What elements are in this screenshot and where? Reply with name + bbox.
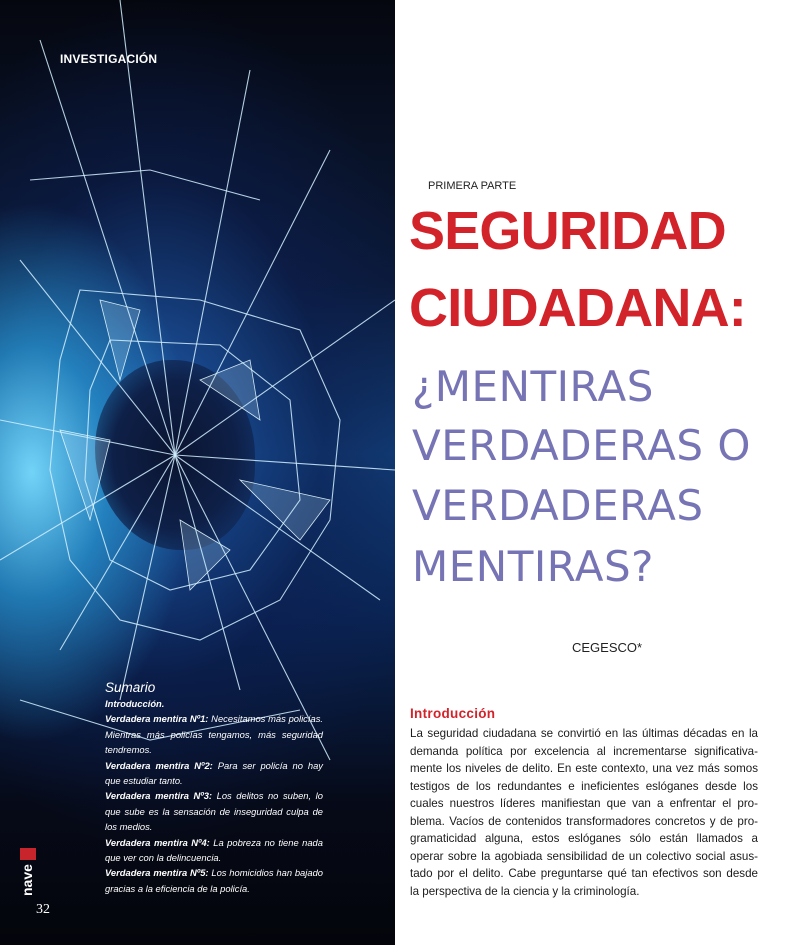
article-subtitle-line: MENTIRAS? [412,542,654,591]
body-line: mente los niveles de delito. En este contexto, una vez más somos [410,762,758,775]
cover-photo-broken-glass [0,0,395,945]
author: CEGESCO* [572,640,643,655]
intro-body [410,725,758,900]
article-subtitle-line: ¿MENTIRAS [412,362,654,411]
section-label: INVESTIGACIÓN [60,52,158,66]
svg-text:nave: nave [19,864,35,896]
body-line: operar sobre la agobiada sensibilidad de un colectivo social asus- [410,849,758,863]
summary-item: Verdadera mentira Nº4: La pobreza no tiene nada que ver con la delincuencia. [105,836,323,864]
summary-item: Verdadera mentira Nº1: Necesitamos más policías. Mientras más policías tengamos, más seguridad tendremos. [105,713,323,756]
summary-item: Verdadera mentira Nº2: Para ser policía no hay que estudiar tanto. [105,759,323,787]
article-title-line: SEGURIDAD [409,201,726,261]
body-line: cuales nuestros líderes manifiestan que van a enfrentar el pro- [410,797,758,810]
body-line: blema. Vacíos de contenidos transformadores concretos y de pro- [410,814,758,828]
intro-heading: Introducción [410,706,496,721]
body-line: tado por el delito. Cabe preguntarse qué tan efectivos son desde [410,867,758,880]
body-line: la perspectiva de la ciencia y la criminología. [410,884,640,898]
summary-item: Verdadera mentira Nº5: Los homicidios han bajado gracias a la eficiencia de la policía. [105,867,323,894]
summary-box [105,680,323,896]
summary-item: Introducción. [105,698,165,709]
article-subtitle-line: VERDADERAS O [412,421,751,470]
body-line: testigos de los redundantes e ineficientes eslóganes desde los [410,779,758,793]
article-subtitle-line: VERDADERAS [412,481,704,530]
body-line: demanda política por excelencia al incrementarse significativa- [410,744,758,758]
article-title-line: CIUDADANA: [409,278,746,338]
page-number: 32 [36,902,50,917]
body-line: La seguridad ciudadana se convirtió en las últimas décadas en la [410,727,758,740]
nave-logo [14,848,44,898]
summary-item: Verdadera mentira Nº3: Los delitos no suben, lo que sube es la sensación de inseguridad culpa de los medios. [105,790,323,833]
body-line: gramaticidad alguna, estos eslóganes sólo están llamados a [410,832,758,845]
kicker: PRIMERA PARTE [428,180,517,192]
summary-title: Sumario [105,680,156,695]
